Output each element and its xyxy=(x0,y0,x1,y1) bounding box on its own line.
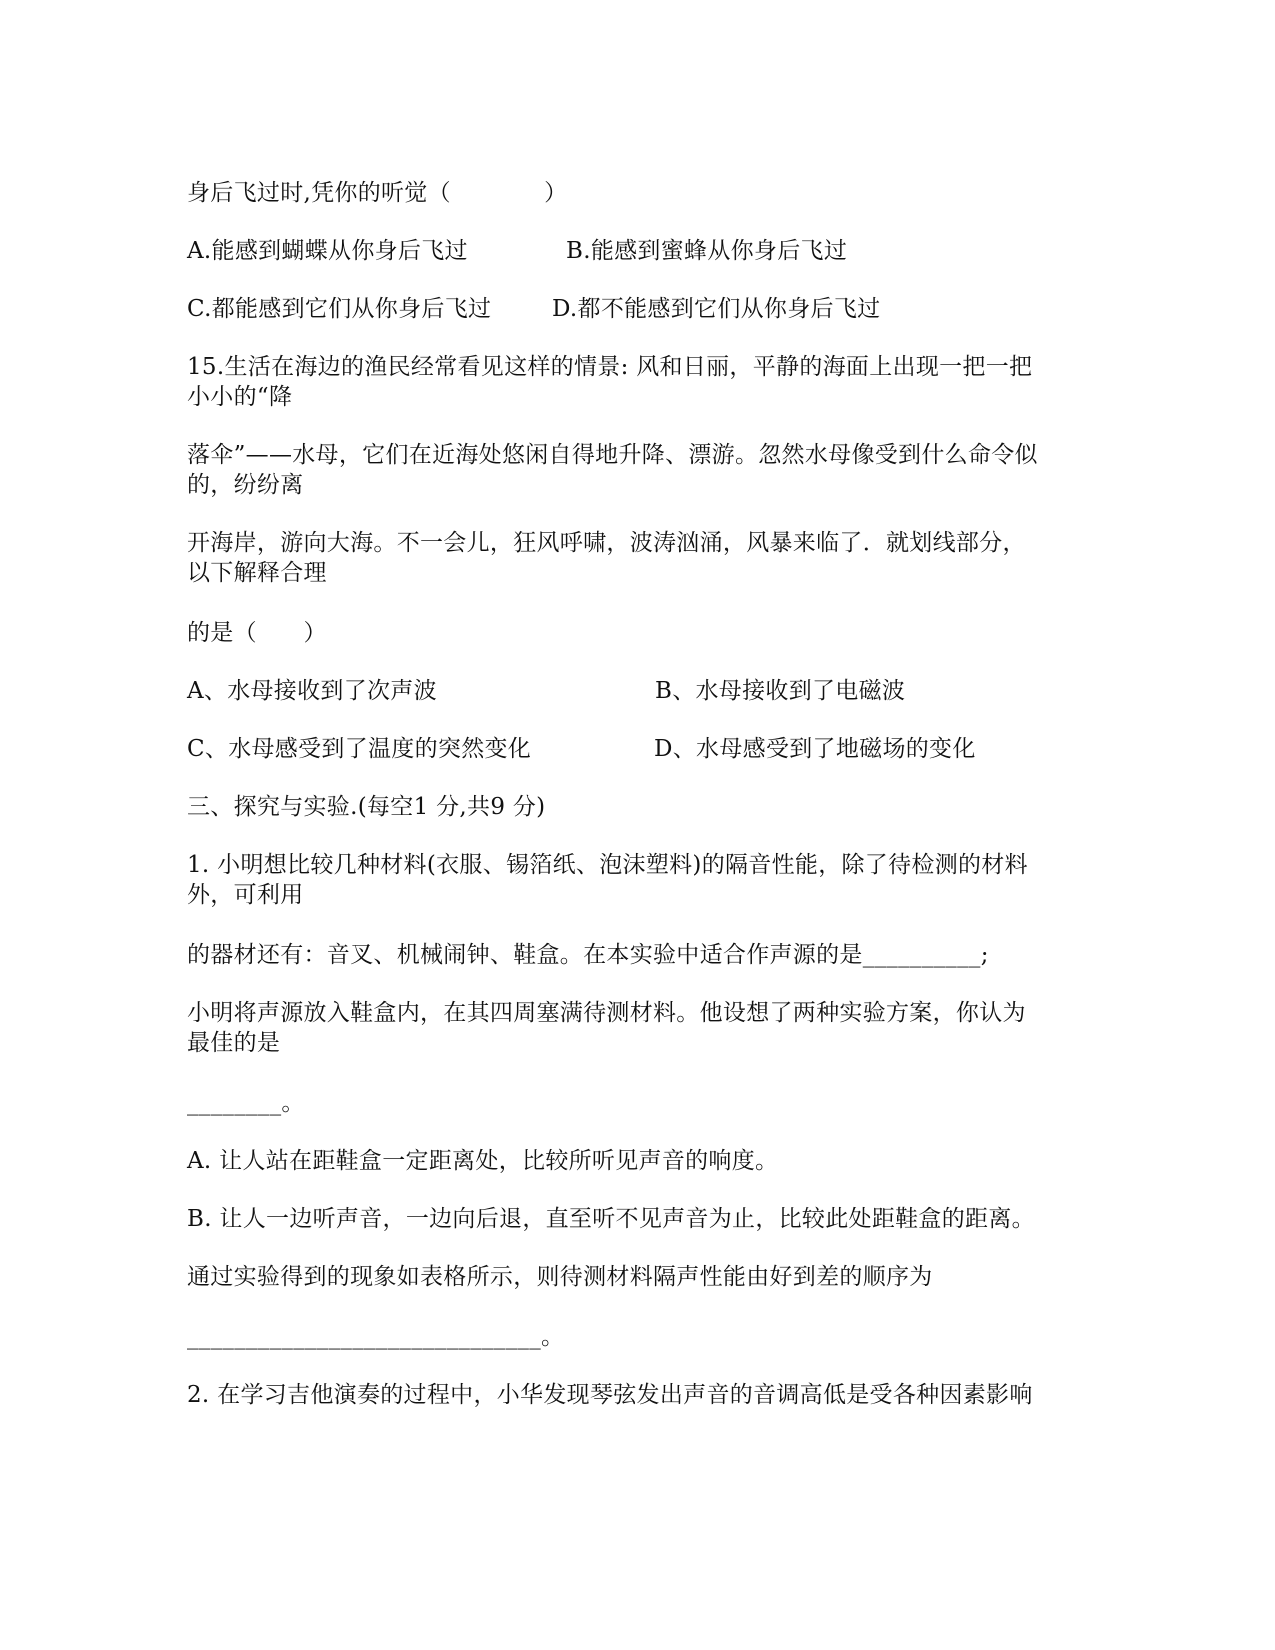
q14-option-b: B.能感到蜜蜂从你身后飞过 xyxy=(566,238,848,264)
section-3-heading: 三、探究与实验.(每空1 分,共9 分) xyxy=(187,794,546,820)
exp1-blank-2: ______________________________。 xyxy=(187,1324,565,1350)
q15-line-2-wrap: 的，纷纷离 xyxy=(187,472,304,498)
q15-option-b: B、水母接收到了电磁波 xyxy=(655,678,906,704)
q15-line-2: 落伞”——水母，它们在近海处悠闲自得地升降、漂游。忽然水母像受到什么命令似 xyxy=(187,442,1038,468)
exp1-line-3-wrap: 最佳的是 xyxy=(187,1030,281,1056)
q15-options-row-2 xyxy=(187,734,976,764)
q15-line-3-wrap: 以下解释合理 xyxy=(187,560,327,586)
exp2-line-1: 2. 在学习吉他演奏的过程中，小华发现琴弦发出声音的音调高低是受各种因素影响 xyxy=(187,1382,1033,1408)
q14-continuation-line: 身后飞过时,凭你的听觉（ ） xyxy=(187,180,568,206)
exp1-line-2: 的器材还有：音叉、机械闹钟、鞋盒。在本实验中适合作声源的是__________; xyxy=(187,942,989,968)
q15-option-a: A、水母接收到了次声波 xyxy=(187,678,437,704)
q15-line-1-wrap: 小小的“降 xyxy=(187,384,293,410)
q15-option-d: D、水母感受到了地磁场的变化 xyxy=(654,736,976,762)
exp1-line-3: 小明将声源放入鞋盒内，在其四周塞满待测材料。他设想了两种实验方案，你认为 xyxy=(187,1000,1026,1026)
exp1-line-1: 1. 小明想比较几种材料(衣服、锡箔纸、泡沫塑料)的隔音性能，除了待检测的材料 xyxy=(187,852,1028,878)
q14-option-c: C.都能感到它们从你身后飞过 xyxy=(187,296,492,322)
q14-option-d: D.都不能感到它们从你身后飞过 xyxy=(552,296,881,322)
q14-options-row-2 xyxy=(187,294,881,324)
q14-option-a: A.能感到蝴蝶从你身后飞过 xyxy=(187,238,468,264)
exp1-option-b: B. 让人一边听声音，一边向后退，直至听不见声音为止，比较此处距鞋盒的距离。 xyxy=(187,1206,1035,1232)
q15-options-row-1 xyxy=(187,676,906,706)
q15-line-4: 的是（ ） xyxy=(187,620,327,646)
q15-line-3: 开海岸，游向大海。不一会儿，狂风呼啸，波涛汹涌，风暴来临了．就划线部分， xyxy=(187,530,1026,556)
exp1-option-a: A. 让人站在距鞋盒一定距离处，比较所听见声音的响度。 xyxy=(187,1148,779,1174)
q15-option-c: C、水母感受到了温度的突然变化 xyxy=(187,736,532,762)
exp1-line-4: 通过实验得到的现象如表格所示，则待测材料隔声性能由好到差的顺序为 xyxy=(187,1264,933,1290)
exp1-line-1-wrap: 外，可利用 xyxy=(187,882,304,908)
exp1-blank-1: ________。 xyxy=(187,1090,305,1116)
q14-options-row-1 xyxy=(187,236,848,266)
q15-line-1: 15.生活在海边的渔民经常看见这样的情景: 风和日丽，平静的海面上出现一把一把 xyxy=(187,354,1033,380)
